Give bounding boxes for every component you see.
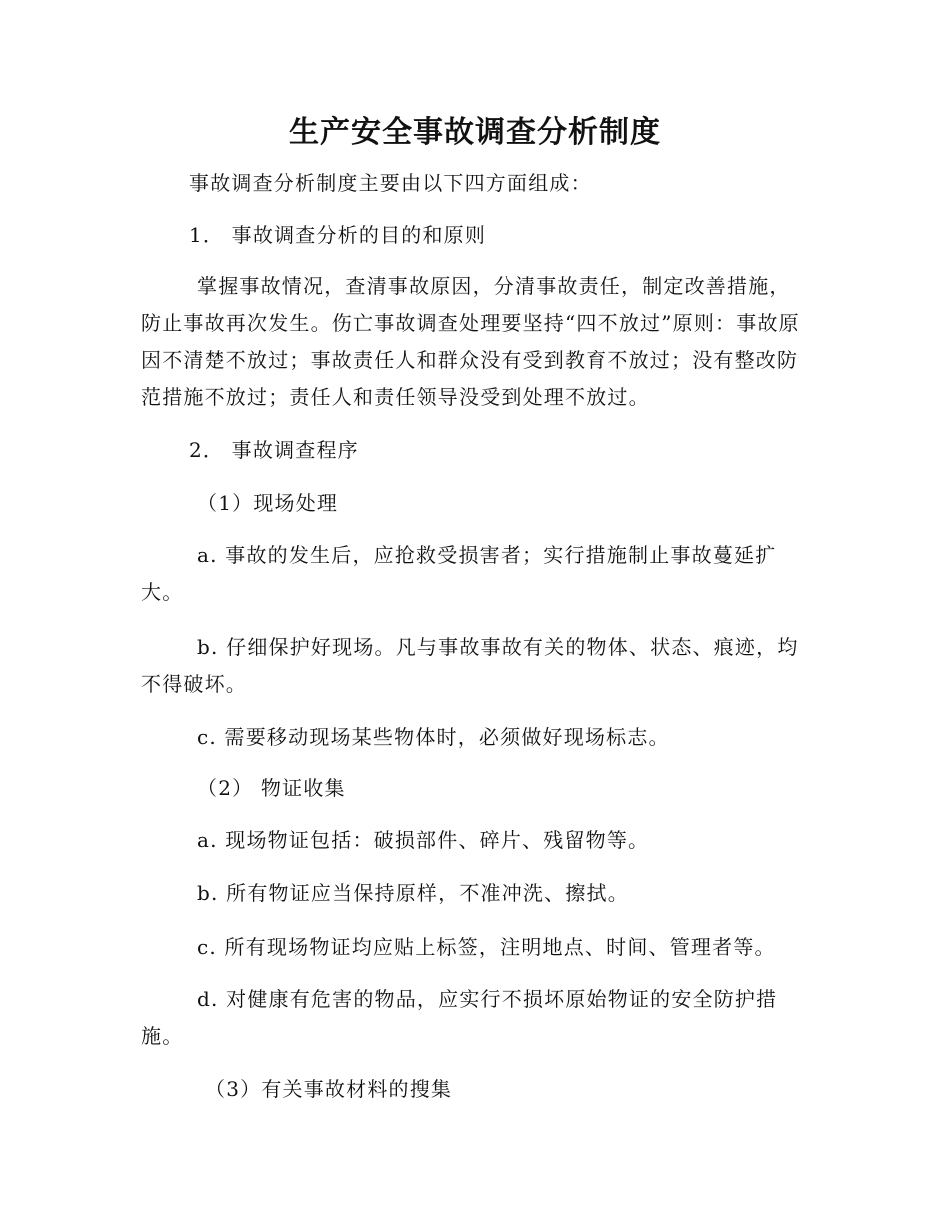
- section-2-heading: 2． 事故调查程序: [189, 438, 359, 462]
- subsection-1-heading: （1）现场处理: [197, 491, 339, 515]
- subsection-1-item-b: b. 仔细保护好现场。凡与事故事故有关的物体、状态、痕迹，均不得破坏。: [141, 635, 799, 696]
- intro-paragraph: 事故调查分析制度主要由以下四方面组成：: [189, 171, 592, 195]
- subsection-2-item-d: d. 对健康有危害的物品，应实行不损坏原始物证的安全防护措施。: [141, 987, 778, 1048]
- subsection-3-heading: （3）有关事故材料的搜集: [205, 1077, 453, 1101]
- subsection-1-item-a: a. 事故的发生后，应抢救受损害者；实行措施制止事故蔓延扩大。: [141, 543, 777, 604]
- subsection-2-item-a: a. 现场物证包括：破损部件、碎片、残留物等。: [197, 828, 650, 852]
- subsection-2-item-c: c. 所有现场物证均应贴上标签，注明地点、时间、管理者等。: [197, 935, 776, 959]
- document-title: 生产安全事故调查分析制度: [289, 115, 661, 150]
- section-1-heading: 1． 事故调查分析的目的和原则: [189, 223, 487, 247]
- section-1-body: 掌握事故情况，查清事故原因，分清事故责任，制定改善措施，防止事故再次发生。伤亡事故调查处理要坚持“四不放过”原则：事故原因不清楚不放过；事故责任人和群众没有受到教育不放过；没有整改防范措施不放过；责任人和责任领导没受到处理不放过。: [141, 274, 800, 409]
- subsection-1-item-c: c. 需要移动现场某些物体时，必须做好现场标志。: [197, 725, 670, 749]
- subsection-2-item-b: b. 所有物证应当保持原样，不准冲洗、擦拭。: [197, 881, 629, 905]
- subsection-2-heading: （2） 物证收集: [197, 776, 346, 800]
